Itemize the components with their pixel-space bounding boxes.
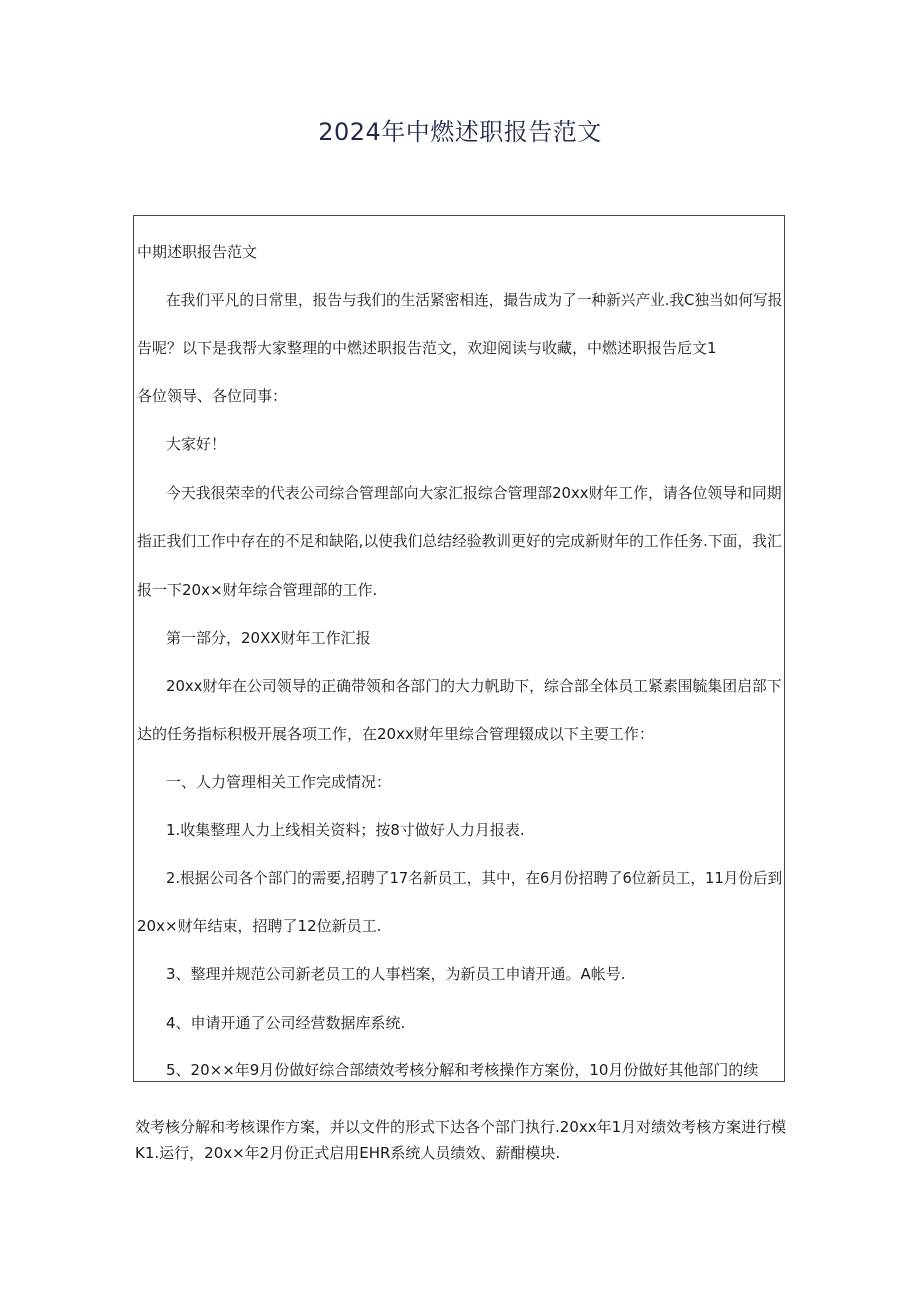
paragraph-line: 4、申请开通了公司经营数据库系统. xyxy=(166,1014,406,1032)
paragraph-line: 今天我很荣幸的代表公司综合管理部向大家汇报综合管理部20xx财年工作，请各位领导和同期 xyxy=(166,484,782,502)
paragraph-line: 1.收集整理人力上线相关资料；按8寸做好人力月报表. xyxy=(166,821,525,839)
paragraph-line: 第一部分，20XX财年工作汇报 xyxy=(166,629,371,647)
paragraph-line: 告呢？以下是我帮大家整理的中燃述职报告范文，欢迎阅读与收藏，中燃述职报告卮文1 xyxy=(137,339,717,357)
paragraph-line: 大家好！ xyxy=(166,435,227,453)
paragraph-line: 一、人力管理相关工作完成情况： xyxy=(166,773,392,791)
section-heading: 中期述职报告范文 xyxy=(137,243,258,261)
document-title: 2024年中燃述职报告范文 xyxy=(318,118,602,146)
paragraph-line: 各位领导、各位同事： xyxy=(137,387,288,405)
paragraph-line: K1.运行，20x×年2月份正式启用EHR系统人员绩效、薪酣模块. xyxy=(135,1144,561,1162)
paragraph-line: 5、20××年9月份做好综合部绩效考核分解和考核操作方案份，10月份做好其他部门的续 xyxy=(166,1061,759,1079)
paragraph-line: 20x×财年结束，招聘了12位新员工. xyxy=(137,917,382,935)
paragraph-line: 报一下20x×财年综合管理部的工作. xyxy=(137,581,378,599)
paragraph-line: 2.根据公司各个部门的需要,招聘了17名新员工，其中，在6月份招聘了6位新员工，11月份后到 xyxy=(166,869,783,887)
paragraph-line: 达的任务指标积极开展各项工作，在20xx财年里综合管理辍成以下主要工作： xyxy=(137,725,654,743)
paragraph-line: 指正我们工作中存在的不足和缺陷,以使我们总结经验教训更好的完成新财年的工作任务.下面，我汇 xyxy=(137,532,782,550)
paragraph-line: 20xx财年在公司领导的正确带领和各部门的大力帆助下，综合部全体员工紧素围毓集团启部下 xyxy=(166,677,782,695)
paragraph-line: 3、整理并规范公司新老员工的人事档案，为新员工申请开通。A帐号. xyxy=(166,965,626,983)
paragraph-line: 在我们平凡的日常里，报告与我们的生活紧密相连，撮告成为了一种新兴产业.我C独当如何写报 xyxy=(166,291,783,309)
paragraph-line: 效考核分解和考核课作方案，并以文件的形式下达各个部门执行.20xx年1月对绩效考核方案进行模 xyxy=(135,1118,787,1136)
